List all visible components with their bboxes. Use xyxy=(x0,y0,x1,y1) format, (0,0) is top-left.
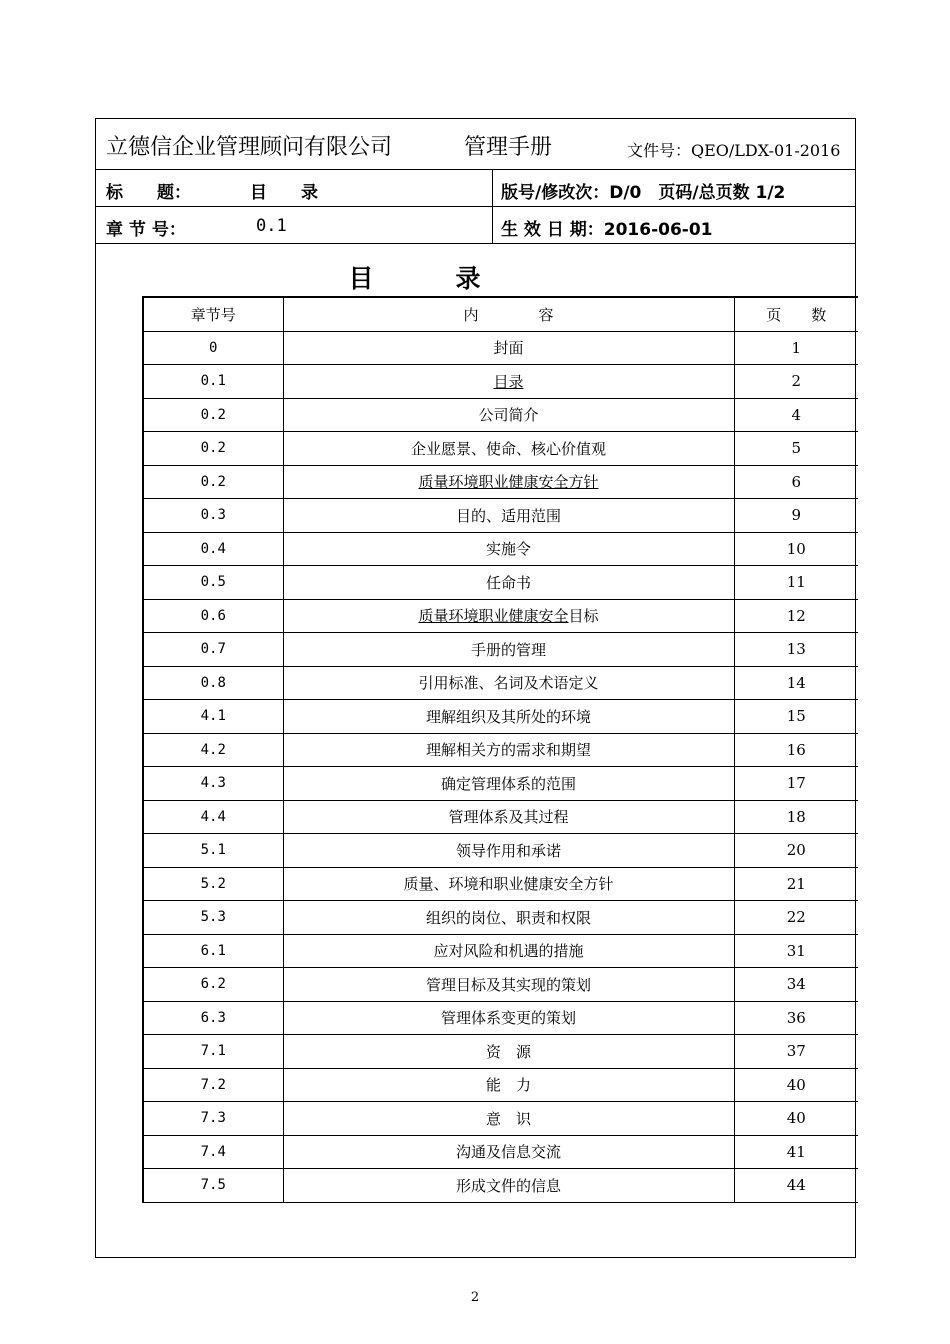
toc-row xyxy=(143,968,858,1002)
toc-page-number: 37 xyxy=(734,1035,858,1069)
toc-entry-title xyxy=(283,767,734,801)
toc-row xyxy=(143,867,858,901)
toc-row xyxy=(143,733,858,767)
toc-entry-title-text: 沟通及信息交流 xyxy=(455,1143,561,1162)
toc-row xyxy=(143,934,858,968)
toc-row xyxy=(143,331,858,365)
toc-section-number: 0.8 xyxy=(143,666,283,700)
chapter-value: 0.1 xyxy=(256,216,287,236)
toc-entry-title-text: 质量、环境和职业健康安全方针 xyxy=(403,875,614,894)
toc-entry-title-text: 引用标准、名词及术语定义 xyxy=(418,674,599,693)
toc-section-number: 7.4 xyxy=(143,1135,283,1169)
toc-entry-title xyxy=(283,700,734,734)
toc-section-number: 0.2 xyxy=(143,398,283,432)
toc-section-number: 0.4 xyxy=(143,532,283,566)
column-header-page: 页 数 xyxy=(734,297,858,331)
toc-section-number: 6.2 xyxy=(143,968,283,1002)
toc-entry-title xyxy=(283,432,734,466)
toc-page-number: 41 xyxy=(734,1135,858,1169)
title-value: 目 录 xyxy=(250,183,318,203)
toc-entry-title xyxy=(283,968,734,1002)
header-row-title xyxy=(96,170,855,207)
toc-page-number: 34 xyxy=(734,968,858,1002)
effective-date: 生 效 日 期：2016-06-01 xyxy=(501,220,713,240)
toc-page-number: 21 xyxy=(734,867,858,901)
toc-row xyxy=(143,1035,858,1069)
toc-entry-title xyxy=(283,666,734,700)
toc-row xyxy=(143,566,858,600)
toc-section-number: 7.3 xyxy=(143,1102,283,1136)
page-number: 2 xyxy=(470,1290,480,1305)
toc-section-number: 6.1 xyxy=(143,934,283,968)
column-header-content: 内 容 xyxy=(283,297,734,331)
toc-row xyxy=(143,599,858,633)
toc-section-number: 0.5 xyxy=(143,566,283,600)
toc-entry-title xyxy=(283,1068,734,1102)
toc-heading: 目录 xyxy=(348,264,563,293)
header-row-chapter xyxy=(96,207,855,244)
toc-entry-title xyxy=(283,331,734,365)
toc-row xyxy=(143,1135,858,1169)
toc-entry-title-text: 任命书 xyxy=(485,573,531,592)
toc-row xyxy=(143,1169,858,1203)
toc-row xyxy=(143,499,858,533)
toc-entry-title-underlined: 质量环境职业健康安全 xyxy=(418,607,569,626)
toc-entry-title xyxy=(283,499,734,533)
toc-row xyxy=(143,465,858,499)
toc-entry-title xyxy=(283,733,734,767)
toc-row xyxy=(143,767,858,801)
toc-entry-title-text: 能 力 xyxy=(485,1076,531,1095)
toc-row xyxy=(143,800,858,834)
toc-page-number: 40 xyxy=(734,1102,858,1136)
toc-page-number: 44 xyxy=(734,1169,858,1203)
toc-entry-title xyxy=(283,398,734,432)
toc-entry-title-text: 管理目标及其实现的策划 xyxy=(425,975,591,994)
toc-row xyxy=(143,834,858,868)
toc-page-number: 12 xyxy=(734,599,858,633)
toc-section-number: 7.2 xyxy=(143,1068,283,1102)
toc-section-number: 0 xyxy=(143,331,283,365)
title-label: 标 题： xyxy=(106,183,191,203)
toc-entry-title-text: 管理体系变更的策划 xyxy=(440,1009,576,1028)
toc-section-number: 0.2 xyxy=(143,432,283,466)
toc-page-number: 9 xyxy=(734,499,858,533)
toc-entry-title-text: 资 源 xyxy=(485,1042,531,1061)
toc-entry-title xyxy=(283,834,734,868)
toc-row xyxy=(143,365,858,399)
header-divider xyxy=(492,170,493,244)
toc-section-number: 0.1 xyxy=(143,365,283,399)
toc-page-number: 22 xyxy=(734,901,858,935)
toc-section-number: 4.2 xyxy=(143,733,283,767)
toc-section-number: 5.2 xyxy=(143,867,283,901)
toc-table xyxy=(142,296,858,1203)
toc-entry-title xyxy=(283,1135,734,1169)
toc-page-number: 31 xyxy=(734,934,858,968)
toc-row xyxy=(143,666,858,700)
toc-page-number: 11 xyxy=(734,566,858,600)
toc-entry-title-rest: 目标 xyxy=(568,607,599,626)
toc-entry-title-text: 封面 xyxy=(493,339,524,358)
toc-row xyxy=(143,398,858,432)
toc-entry-title xyxy=(283,1102,734,1136)
toc-entry-title xyxy=(283,901,734,935)
toc-page-number: 18 xyxy=(734,800,858,834)
toc-entry-title xyxy=(283,532,734,566)
toc-section-number: 5.3 xyxy=(143,901,283,935)
toc-row xyxy=(143,700,858,734)
toc-entry-title xyxy=(283,934,734,968)
toc-row xyxy=(143,1001,858,1035)
toc-entry-title-text: 目录 xyxy=(493,372,524,391)
toc-entry-title-text: 形成文件的信息 xyxy=(455,1176,561,1195)
toc-page-number: 16 xyxy=(734,733,858,767)
toc-page-number: 17 xyxy=(734,767,858,801)
toc-entry-title xyxy=(283,867,734,901)
toc-entry-title-text: 管理体系及其过程 xyxy=(448,808,569,827)
column-header-section: 章节号 xyxy=(143,297,283,331)
header-row-company xyxy=(96,119,855,170)
toc-page-number: 14 xyxy=(734,666,858,700)
toc-entry-title-text: 理解组织及其所处的环境 xyxy=(425,707,591,726)
toc-page-number: 20 xyxy=(734,834,858,868)
toc-row xyxy=(143,1068,858,1102)
toc-page-number: 13 xyxy=(734,633,858,667)
toc-section-number: 4.4 xyxy=(143,800,283,834)
toc-section-number: 0.7 xyxy=(143,633,283,667)
toc-row xyxy=(143,1102,858,1136)
toc-entry-title-text: 目的、适用范围 xyxy=(455,506,561,525)
toc-section-number: 0.2 xyxy=(143,465,283,499)
toc-entry-title-text: 手册的管理 xyxy=(470,640,546,659)
toc-entry-title xyxy=(283,365,734,399)
toc-page-number: 15 xyxy=(734,700,858,734)
toc-entry-title xyxy=(283,465,734,499)
version-label: 版号/修改次：D/0 页码/总页数 1/2 xyxy=(501,183,786,203)
manual-title: 管理手册 xyxy=(464,135,553,160)
toc-page-number: 6 xyxy=(734,465,858,499)
toc-page-number: 36 xyxy=(734,1001,858,1035)
toc-entry-title-text: 意 识 xyxy=(485,1109,531,1128)
chapter-label: 章 节 号： xyxy=(106,220,186,240)
toc-entry-title-text: 应对风险和机遇的措施 xyxy=(433,942,584,961)
toc-entry-title xyxy=(283,633,734,667)
toc-page-number: 4 xyxy=(734,398,858,432)
toc-row xyxy=(143,633,858,667)
toc-section-number: 0.6 xyxy=(143,599,283,633)
toc-entry-title-text: 领导作用和承诺 xyxy=(455,841,561,860)
toc-row xyxy=(143,432,858,466)
toc-section-number: 5.1 xyxy=(143,834,283,868)
toc-row xyxy=(143,901,858,935)
toc-section-number: 7.5 xyxy=(143,1169,283,1203)
toc-page-number: 5 xyxy=(734,432,858,466)
toc-section-number: 0.3 xyxy=(143,499,283,533)
toc-entry-title-text: 实施令 xyxy=(485,540,531,559)
toc-page-number: 1 xyxy=(734,331,858,365)
toc-entry-title xyxy=(283,1001,734,1035)
toc-entry-title-text: 组织的岗位、职责和权限 xyxy=(425,908,591,927)
document-number: 文件号：QEO/LDX-01-2016 xyxy=(627,141,841,160)
toc-header-row xyxy=(143,297,858,331)
toc-entry-title xyxy=(283,1035,734,1069)
manual-page-frame xyxy=(95,118,856,1258)
toc-section-number: 4.1 xyxy=(143,700,283,734)
toc-entry-title xyxy=(283,599,734,633)
toc-page-number: 10 xyxy=(734,532,858,566)
toc-section-number: 4.3 xyxy=(143,767,283,801)
toc-page-number: 40 xyxy=(734,1068,858,1102)
toc-page-number: 2 xyxy=(734,365,858,399)
toc-entry-title-text: 公司简介 xyxy=(478,406,539,425)
toc-entry-title-text: 质量环境职业健康安全方针 xyxy=(418,473,599,492)
toc-section-number: 6.3 xyxy=(143,1001,283,1035)
toc-row xyxy=(143,532,858,566)
toc-section-number: 7.1 xyxy=(143,1035,283,1069)
toc-entry-title xyxy=(283,1169,734,1203)
toc-entry-title xyxy=(283,566,734,600)
company-name: 立德信企业管理顾问有限公司 xyxy=(106,135,393,160)
toc-entry-title-text: 理解相关方的需求和期望 xyxy=(425,741,591,760)
toc-entry-title-text: 确定管理体系的范围 xyxy=(440,774,576,793)
toc-entry-title xyxy=(283,800,734,834)
toc-entry-title-text: 企业愿景、使命、核心价值观 xyxy=(410,439,606,458)
